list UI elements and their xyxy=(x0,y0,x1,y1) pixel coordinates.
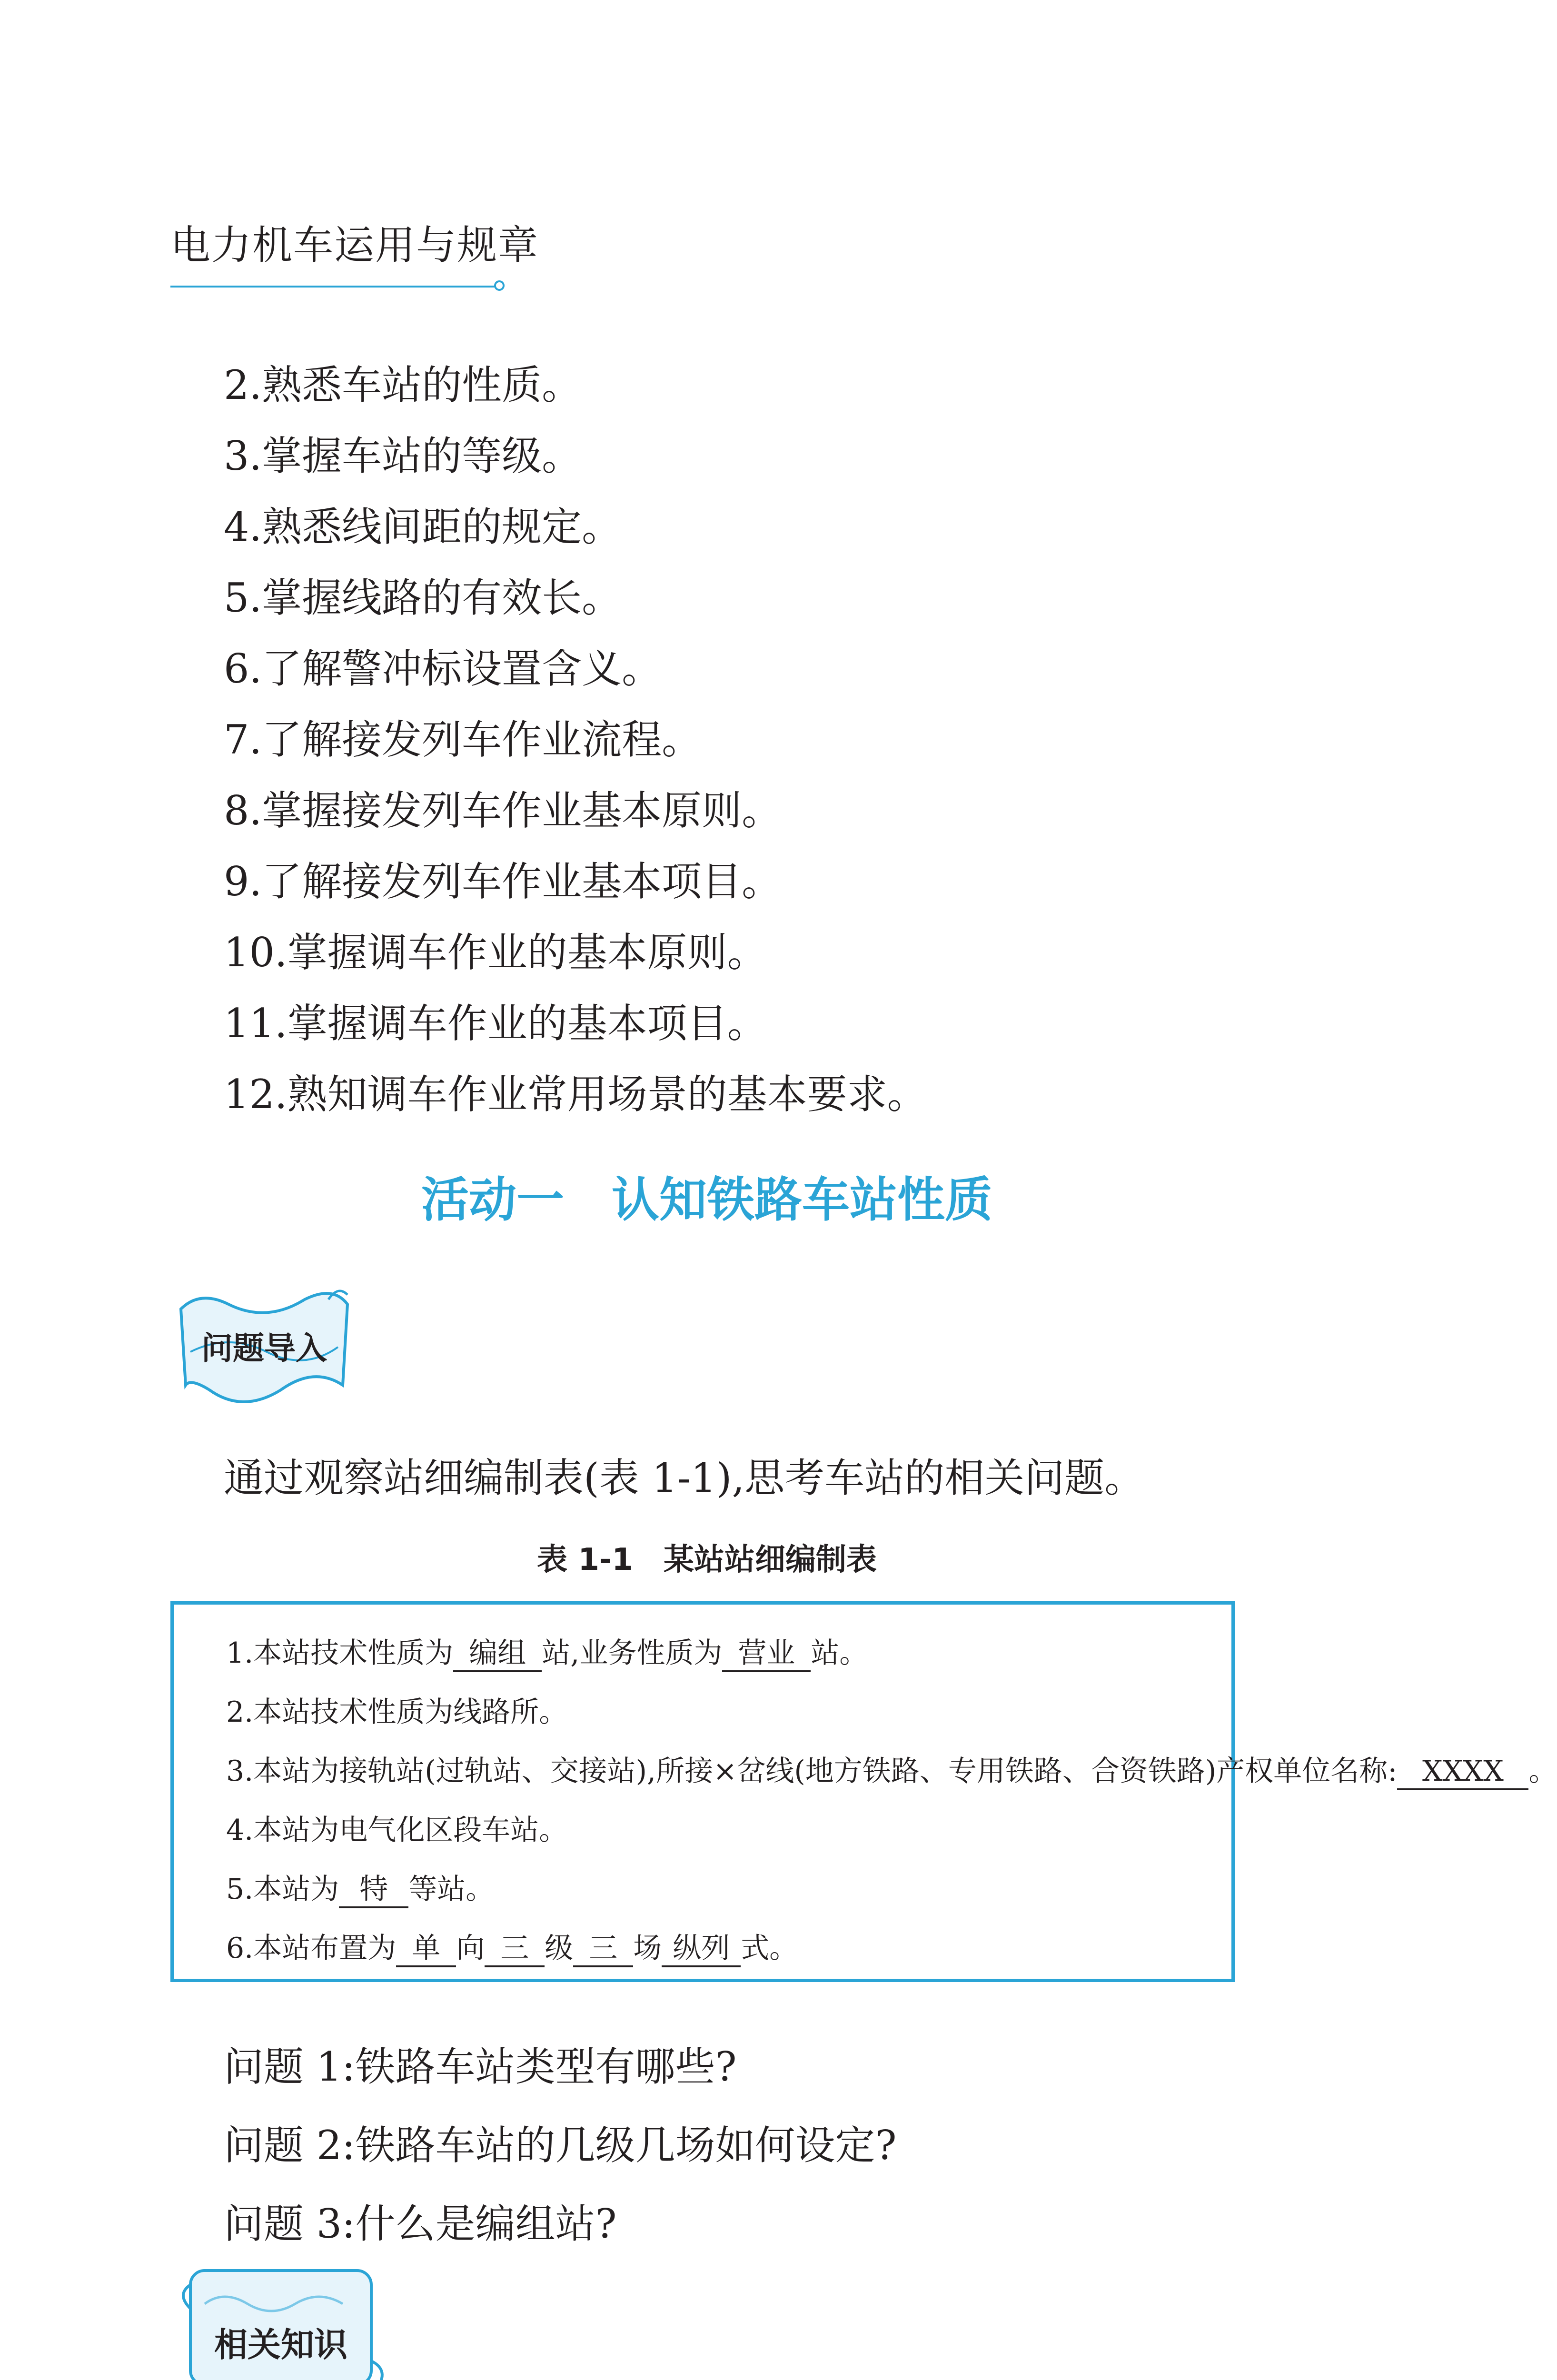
question-intro-label: 问题导入 xyxy=(201,1329,327,1367)
questions-list xyxy=(224,2028,896,2263)
objective-item: 12.熟知调车作业常用场景的基本要求。 xyxy=(224,1071,927,1118)
objective-item: 11.掌握调车作业的基本项目。 xyxy=(224,1000,767,1047)
question-item: 问题 1:铁路车站类型有哪些? xyxy=(224,2043,737,2090)
intro-sentence: 通过观察站细编制表(表 1-1),思考车站的相关问题。 xyxy=(224,1455,1145,1501)
objective-item: 5.掌握线路的有效长。 xyxy=(224,575,622,621)
objectives-list xyxy=(224,350,927,1130)
table-row: 2.本站技术性质为线路所。 xyxy=(226,1696,568,1729)
objective-item: 4.熟悉线间距的规定。 xyxy=(224,504,622,550)
table-row: 4.本站为电气化区段车站。 xyxy=(226,1814,568,1847)
activity-title: 活动一 认知铁路车站性质 xyxy=(421,1172,992,1228)
objective-item: 10.掌握调车作业的基本原则。 xyxy=(224,929,767,976)
table-row: 1.本站技术性质为 编组 站,业务性质为 营业 站。 xyxy=(226,1624,1557,1683)
related-knowledge-badge xyxy=(171,2256,409,2380)
business-nature-value: 营业 xyxy=(722,1636,811,1672)
running-header: 电力机车运用与规章 xyxy=(170,222,539,268)
objective-item: 3.掌握车站的等级。 xyxy=(224,433,582,479)
station-class-value: 特 xyxy=(339,1872,408,1908)
header-rule-dot xyxy=(494,280,505,291)
question-intro-badge xyxy=(171,1280,362,1423)
station-detail-table xyxy=(170,1601,1557,1982)
header-rule xyxy=(170,286,499,288)
owner-name-value: XXXX xyxy=(1397,1754,1528,1790)
objective-item: 6.了解警冲标设置含义。 xyxy=(224,645,662,692)
objective-item: 2.熟悉车站的性质。 xyxy=(224,362,582,408)
table-row: 3.本站为接轨站(过轨站、交接站),所接×岔线(地方铁路、专用铁路、合资铁路)产权单位名称: XXXX 。 xyxy=(226,1742,1557,1801)
table-caption: 表 1-1 某站站细编制表 xyxy=(537,1542,877,1577)
objective-item: 7.了解接发列车作业流程。 xyxy=(224,716,702,763)
objective-item: 8.掌握接发列车作业基本原则。 xyxy=(224,787,782,834)
question-item: 问题 3:什么是编组站? xyxy=(224,2201,617,2247)
related-knowledge-label: 相关知识 xyxy=(214,2325,347,2364)
tech-nature-value: 编组 xyxy=(453,1636,542,1672)
table-row: 6.本站布置为 单 向 三 级 三 场 纵列 式。 xyxy=(226,1919,1557,1978)
table-row: 5.本站为 特 等站。 xyxy=(226,1860,1557,1919)
objective-item: 9.了解接发列车作业基本项目。 xyxy=(224,858,782,905)
question-item: 问题 2:铁路车站的几级几场如何设定? xyxy=(224,2122,897,2169)
